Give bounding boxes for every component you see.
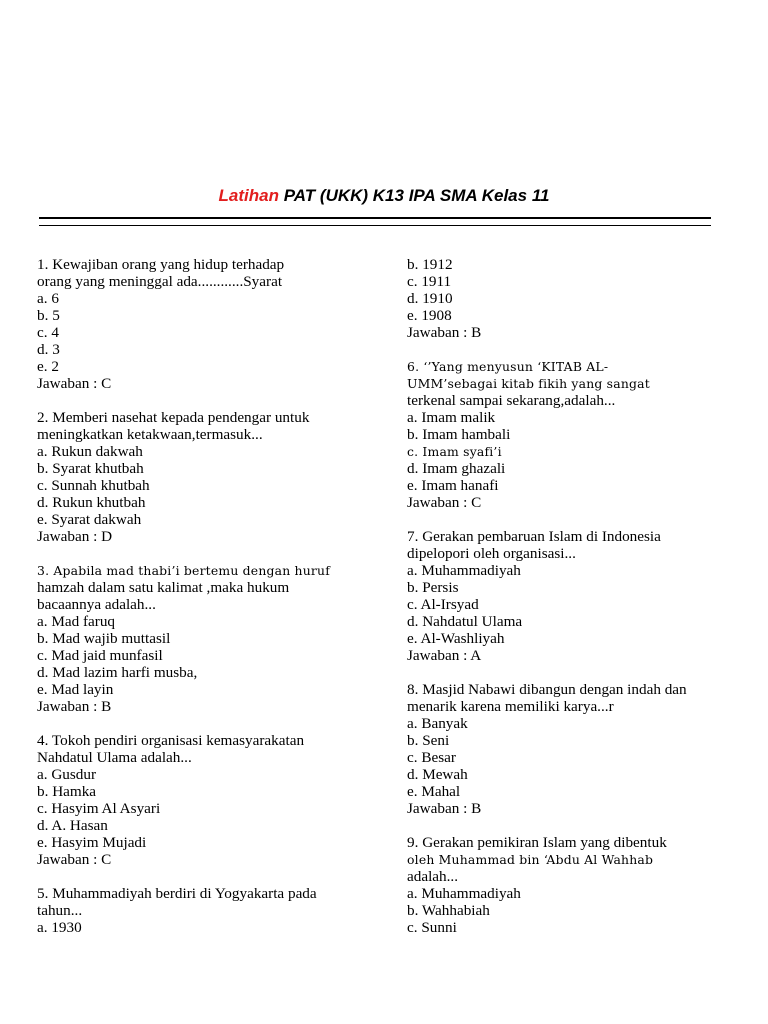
question-line: Jawaban : B	[407, 324, 482, 341]
blank-line	[37, 715, 387, 732]
question-line: terkenal sampai sekarang,adalah...	[407, 392, 616, 409]
question-line: Nahdatul Ulama adalah...	[37, 749, 192, 766]
question-line: c. Besar	[407, 749, 456, 766]
question-line: Jawaban : A	[407, 647, 482, 664]
question-line: e. Syarat dakwah	[37, 511, 142, 528]
question-line: a. 6	[37, 290, 59, 307]
question-line: meningkatkan ketakwaan,termasuk...	[37, 426, 263, 443]
question-line: 3. Apabila mad thabi’i bertemu dengan huruf	[37, 563, 330, 578]
question-line: a. Gusdur	[37, 766, 97, 783]
question-line: c. Hasyim Al Asyari	[37, 800, 161, 817]
question-line: c. Sunni	[407, 919, 457, 936]
question-line: b. Wahhabiah	[407, 902, 490, 919]
question-line: a. 1930	[37, 919, 82, 936]
question-line: d. 3	[37, 341, 60, 358]
right-question-column	[407, 256, 757, 936]
question-line: hamzah dalam satu kalimat ,maka hukum	[37, 579, 290, 596]
question-line: e. Al-Washliyah	[407, 630, 505, 647]
question-line: 7. Gerakan pembaruan Islam di Indonesia	[407, 528, 661, 545]
question-line: a. Muhammadiyah	[407, 885, 521, 902]
question-line: bacaannya adalah...	[37, 596, 156, 613]
question-line: orang yang meninggal ada............Syarat	[37, 273, 283, 290]
question-line: tahun...	[37, 902, 83, 919]
header-divider-thin	[39, 225, 711, 226]
question-line: dipelopori oleh organisasi...	[407, 545, 576, 562]
blank-line	[37, 868, 387, 885]
question-line: 6. ‘’Yang menyusun ‘KITAB AL-	[407, 359, 609, 374]
question-line: d. A. Hasan	[37, 817, 108, 834]
title-accent: Latihan	[218, 186, 279, 205]
question-line: 2. Memberi nasehat kepada pendengar untuk	[37, 409, 310, 426]
question-line: d. 1910	[407, 290, 453, 307]
question-line: Jawaban : D	[37, 528, 113, 545]
question-line: Jawaban : B	[407, 800, 482, 817]
left-question-column	[37, 256, 387, 936]
question-line: 8. Masjid Nabawi dibangun dengan indah dan	[407, 681, 687, 698]
question-line: b. 5	[37, 307, 60, 324]
question-line: a. Imam malik	[407, 409, 496, 426]
question-line: 1. Kewajiban orang yang hidup terhadap	[37, 256, 285, 273]
question-line: e. Imam hanafi	[407, 477, 499, 494]
question-line: e. Hasyim Mujadi	[37, 834, 147, 851]
blank-line	[407, 664, 757, 681]
question-line: b. 1912	[407, 256, 453, 273]
question-line: oleh Muhammad bin ‘Abdu Al Wahhab	[407, 852, 654, 867]
blank-line	[407, 341, 757, 358]
question-line: 9. Gerakan pemikiran Islam yang dibentuk	[407, 834, 667, 851]
question-line: a. Rukun dakwah	[37, 443, 143, 460]
question-line: e. Mahal	[407, 783, 461, 800]
question-line: c. 1911	[407, 273, 452, 290]
question-line: a. Muhammadiyah	[407, 562, 521, 579]
question-line: d. Rukun khutbah	[37, 494, 146, 511]
question-line: b. Mad wajib muttasil	[37, 630, 171, 647]
blank-line	[407, 511, 757, 528]
blank-line	[407, 817, 757, 834]
question-line: b. Hamka	[37, 783, 97, 800]
blank-line	[37, 392, 387, 409]
question-line: b. Persis	[407, 579, 459, 596]
question-line: d. Mad lazim harfi musba,	[37, 664, 198, 681]
question-line: Jawaban : C	[37, 851, 112, 868]
question-line: d. Nahdatul Ulama	[407, 613, 523, 630]
blank-line	[37, 545, 387, 562]
question-line: c. 4	[37, 324, 59, 341]
question-line: b. Imam hambali	[407, 426, 511, 443]
question-line: c. Sunnah khutbah	[37, 477, 150, 494]
question-line: adalah...	[407, 868, 459, 885]
header-divider-thick	[39, 217, 711, 219]
question-line: Jawaban : C	[407, 494, 482, 511]
page-title	[0, 186, 768, 206]
question-line: 5. Muhammadiyah berdiri di Yogyakarta pada	[37, 885, 317, 902]
question-line: b. Seni	[407, 732, 450, 749]
question-line: c. Imam syafi’i	[407, 444, 502, 459]
question-line: d. Imam ghazali	[407, 460, 506, 477]
question-line: 4. Tokoh pendiri organisasi kemasyarakatan	[37, 732, 305, 749]
title-rest: PAT (UKK) K13 IPA SMA Kelas 11	[278, 186, 550, 205]
question-line: c. Mad jaid munfasil	[37, 647, 163, 664]
question-line: d. Mewah	[407, 766, 468, 783]
question-line: a. Mad faruq	[37, 613, 116, 630]
question-line: e. 1908	[407, 307, 452, 324]
question-line: Jawaban : B	[37, 698, 112, 715]
question-line: UMM’sebagai kitab fikih yang sangat	[407, 376, 650, 391]
question-line: e. 2	[37, 358, 59, 375]
question-line: menarik karena memiliki karya...r	[407, 698, 614, 715]
question-line: b. Syarat khutbah	[37, 460, 144, 477]
question-line: c. Al-Irsyad	[407, 596, 479, 613]
question-line: a. Banyak	[407, 715, 468, 732]
question-line: e. Mad layin	[37, 681, 114, 698]
question-line: Jawaban : C	[37, 375, 112, 392]
